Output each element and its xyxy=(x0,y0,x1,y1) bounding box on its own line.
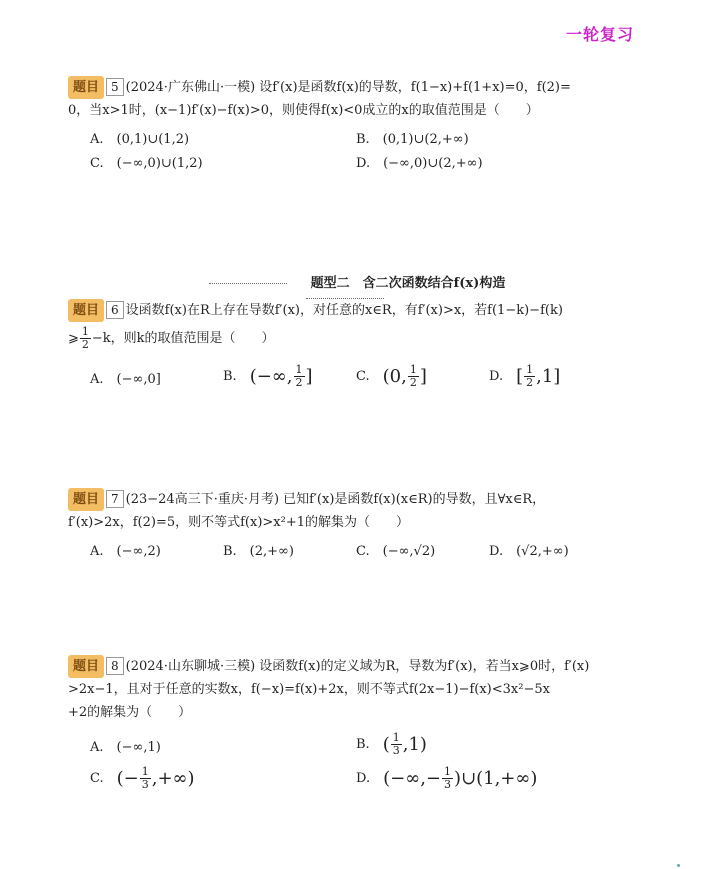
option-d: D. (−∞,− $\frac{1}{3}$ )∪(1,+∞) xyxy=(356,765,538,791)
fraction: $\frac{1}{2}$ xyxy=(81,325,89,351)
divider-left xyxy=(209,283,287,284)
question-tag: 题目 xyxy=(68,488,104,511)
question-5 xyxy=(68,76,643,122)
question-tag: 题目 xyxy=(68,655,104,678)
option-b: B. ( $\frac{1}{3}$ ,1) xyxy=(356,731,427,757)
option-a: A. (0,1)∪(1,2) xyxy=(90,132,190,147)
option-c: C. (−∞,0)∪(1,2) xyxy=(90,156,203,171)
option-c: C. (− $\frac{1}{3}$ ,+∞) xyxy=(90,765,195,791)
question-8-line-2: >2x−1，且对于任意的实数x，f(−x)=f(x)+2x，则不等式f(2x−1)−f(x)<3x²−5x xyxy=(68,682,550,697)
question-5-line-2: 0，当x>1时，(x−1)f′(x)−f(x)>0，则使得f(x)<0成立的x的取值范围是（ ） xyxy=(68,103,539,118)
page-mark-dot xyxy=(677,864,680,867)
option-d: D. [ $\frac{1}{2}$ ,1] xyxy=(489,363,561,389)
question-tag: 题目 xyxy=(68,299,104,322)
question-7 xyxy=(68,488,643,534)
question-7-line-2: f′(x)>2x，f(2)=5，则不等式f(x)>x²+1的解集为（ ） xyxy=(68,515,410,530)
option-d: D. (−∞,0)∪(2,+∞) xyxy=(356,156,483,171)
question-7-line-1 xyxy=(68,488,643,511)
option-d: D. (√2,+∞) xyxy=(489,544,569,559)
page-header-title: 一轮复习 xyxy=(565,25,634,44)
question-6 xyxy=(68,299,643,351)
question-6-line-2 xyxy=(68,326,643,351)
geq-sign: ⩾ xyxy=(68,331,79,346)
question-8-text-1: (2024·山东聊城·三模) 设函数f(x)的定义域为R，导数为f′(x)，若当x⩾0时，f′(x) xyxy=(125,659,590,674)
option-a: A. (−∞,1) xyxy=(90,740,161,755)
question-6-line-1 xyxy=(68,299,643,322)
option-b: B. (−∞, $\frac{1}{2}$ ] xyxy=(223,363,313,389)
question-5-text-1: (2024·广东佛山·一模) 设f′(x)是函数f(x)的导数，f(1−x)+f(1+x)=0，f(2)= xyxy=(125,80,571,95)
option-b: B. (2,+∞) xyxy=(223,544,294,559)
question-5-line-1 xyxy=(68,76,643,99)
question-8-line-1 xyxy=(68,655,643,678)
question-number: 8 xyxy=(106,657,124,675)
question-8-line-3: +2的解集为（ ） xyxy=(68,705,192,720)
question-number: 6 xyxy=(106,301,124,319)
option-a: A. (−∞,0] xyxy=(90,372,161,387)
option-c: C. (−∞,√2) xyxy=(356,544,436,559)
question-6-text-2: −k，则k的取值范围是（ ） xyxy=(91,331,275,346)
question-number: 5 xyxy=(106,78,124,96)
option-a: A. (−∞,2) xyxy=(90,544,161,559)
section-title-text: 题型二 含二次函数结合f(x)构造 xyxy=(310,276,506,291)
option-c: C. (0, $\frac{1}{2}$ ] xyxy=(356,363,427,389)
question-8 xyxy=(68,655,643,724)
question-tag: 题目 xyxy=(68,76,104,99)
question-6-text-1: 设函数f(x)在R上存在导数f′(x)，对任意的x∈R，有f′(x)>x，若f(1−k)−f(k) xyxy=(125,303,563,318)
question-number: 7 xyxy=(106,490,124,508)
option-b: B. (0,1)∪(2,+∞) xyxy=(356,132,469,147)
question-7-text-1: (23−24高三下·重庆·月考) 已知f′(x)是函数f(x)(x∈R)的导数，且∀x∈R， xyxy=(125,492,546,507)
